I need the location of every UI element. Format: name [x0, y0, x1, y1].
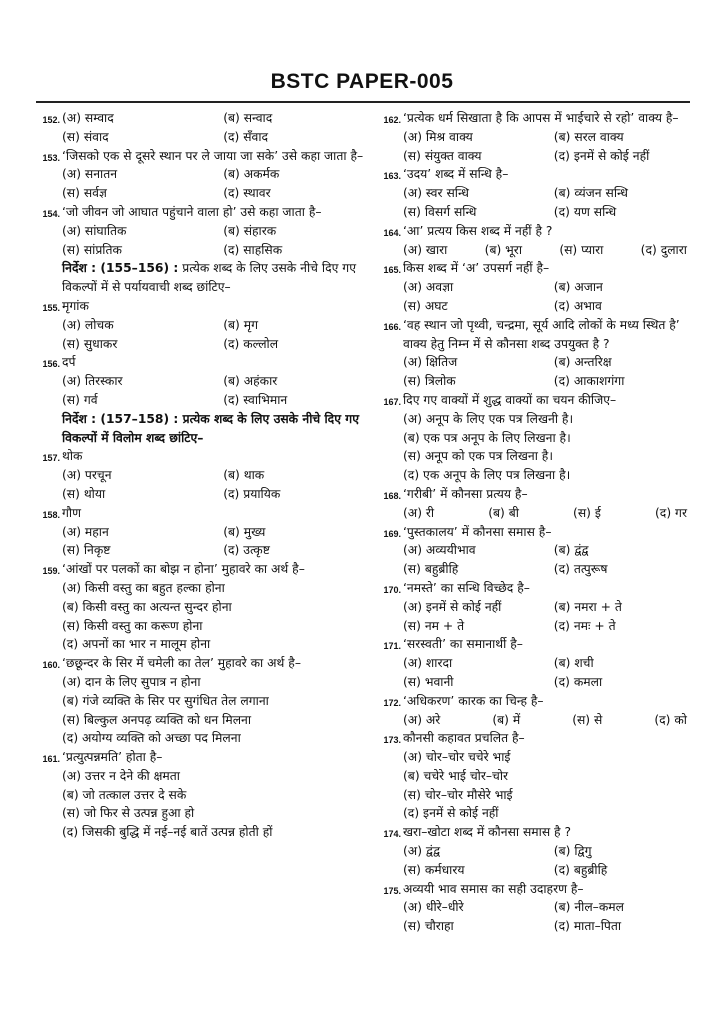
- option: (ब) चचेरे भाई चोर–चोर: [403, 768, 509, 783]
- question-number: 159.: [42, 566, 60, 577]
- left-column: [42, 109, 372, 842]
- question: [383, 485, 693, 523]
- question: [383, 165, 693, 221]
- question-text: ‘प्रत्येक धर्म सिखाता है कि आपस में भाईचारे से रहो’ वाक्य है–: [403, 111, 679, 125]
- option-row: [62, 466, 372, 485]
- option-row: [403, 898, 693, 917]
- option: (ब) किसी वस्तु का अत्यन्त सुन्दर होना: [62, 599, 232, 614]
- question-text: ‘पुस्तकालय’ में कौनसा समास है–: [403, 524, 552, 539]
- option: (अ) खारा: [403, 242, 448, 257]
- option-row: [403, 598, 693, 617]
- question-text: ‘उदय’ शब्द में सन्धि है–: [403, 167, 509, 182]
- option: (अ) इनमें से कोई नहीं: [403, 599, 502, 614]
- option-row: [62, 316, 372, 335]
- option: (स) सुधाकर: [62, 336, 118, 351]
- question-text: किस शब्द में ‘अ’ उपसर्ग नहीं है–: [403, 261, 550, 276]
- option: (ब) मुख्य: [223, 524, 266, 539]
- option: (ब) नमरा + ते: [553, 599, 622, 614]
- option-row: [62, 241, 372, 260]
- option: (स) चौराहा: [403, 919, 454, 934]
- option-row: [62, 165, 372, 184]
- option: (द) अभाव: [553, 298, 602, 313]
- question: [42, 109, 372, 147]
- option: (अ) मिश्र वाक्य: [403, 129, 473, 144]
- option: (ब) जो तत्काल उत्तर दे सके: [62, 787, 187, 802]
- option: (स) अघट: [403, 298, 448, 313]
- option: (स) संवाद: [62, 129, 109, 144]
- option: (स) नम + ते: [403, 618, 465, 633]
- option: (स) बहुब्रीहि: [403, 562, 459, 577]
- question-number: 154.: [42, 208, 60, 219]
- question-text: दर्प: [62, 355, 76, 370]
- option: (ब) अहंकार: [223, 374, 278, 389]
- question: [383, 729, 693, 823]
- option-row: [403, 297, 693, 316]
- page-title: BSTC PAPER-005: [270, 70, 454, 93]
- option: (ब) गंजे व्यक्ति के सिर पर सुगंधित तेल लगाना: [62, 693, 269, 708]
- question: [383, 222, 693, 260]
- option: (अ) द्वंद्व: [403, 844, 441, 859]
- question-number: 157.: [42, 453, 60, 464]
- option: (ब) एक पत्र अनूप के लिए लिखना है।: [403, 430, 571, 445]
- question-text: थोक: [62, 449, 83, 464]
- option: (द) आकाशगंगा: [553, 374, 625, 389]
- question: [42, 654, 372, 748]
- question-number: 172.: [383, 697, 401, 708]
- option-row: [62, 184, 372, 203]
- option: (ब) शची: [553, 656, 594, 671]
- option: (अ) क्षितिज: [403, 355, 458, 370]
- option: (अ) अवज्ञा: [403, 280, 454, 295]
- option-row: [403, 842, 693, 861]
- option: (स) भवानी: [403, 674, 454, 689]
- option: (द) माता–पिता: [553, 919, 622, 934]
- direction-text: निर्देश : (157–158) : प्रत्येक शब्द के लिए उसके नीचे दिए गए विकल्पों में विलोम शब्द छांटिए–: [62, 411, 359, 445]
- option-row: [62, 222, 372, 241]
- option: (ब) संहारक: [223, 223, 277, 238]
- option: (स) विसर्ग सन्धि: [403, 204, 477, 219]
- option: (स) चोर–चोर मौसेरे भाई: [403, 787, 513, 802]
- question-text: ‘सरस्वती’ का समानार्थी है–: [403, 637, 523, 652]
- option-row: [403, 654, 693, 673]
- question-number: 160.: [42, 660, 60, 671]
- option: (द) जिसकी बुद्धि में नई–नई बातें उत्पन्न होती हों: [62, 825, 273, 840]
- option-row: [62, 335, 372, 354]
- option: (अ) सनातन: [62, 167, 118, 182]
- option: (स) बिल्कुल अनपढ़ व्यक्ति को धन मिलना: [62, 712, 252, 727]
- option: (द) यण सन्धि: [553, 204, 617, 219]
- question-number: 175.: [383, 885, 401, 896]
- option: (द) कल्लोल: [223, 336, 279, 351]
- option-row: [403, 861, 693, 880]
- question: [383, 109, 693, 165]
- option: (द) नमः + ते: [553, 618, 616, 633]
- option-row: [403, 560, 693, 579]
- question: [383, 579, 693, 635]
- question-text: ‘प्रत्युत्पन्नमति’ होता है–: [62, 750, 163, 765]
- question-text: ‘आ’ प्रत्यय किस शब्द में नहीं है ?: [403, 223, 553, 238]
- option: (ब) नील–कमल: [553, 900, 624, 915]
- question-text: ‘जिसको एक से दूसरे स्थान पर ले जाया जा सके’ उसे कहा जाता है–: [62, 148, 364, 163]
- option: (स) त्रिलोक: [403, 374, 456, 389]
- option-row: [403, 184, 693, 203]
- question: [42, 504, 372, 560]
- option-row: [403, 147, 693, 166]
- question-text: ‘जो जीवन जो आघात पहुंचाने वाला हो’ उसे कहा जाता है–: [62, 204, 322, 219]
- option: (स) सर्वज्ञ: [62, 186, 107, 201]
- question-number: 174.: [383, 829, 401, 840]
- question: [383, 823, 693, 879]
- option: (ब) सन्वाद: [223, 111, 273, 125]
- option-row: [403, 203, 693, 222]
- option: (अ) लोचक: [62, 317, 114, 332]
- option: (अ) शारदा: [403, 656, 453, 671]
- option-row: [62, 485, 372, 504]
- option-row: [62, 372, 372, 391]
- option: (द) स्वाभिमान: [223, 392, 288, 407]
- direction-text: निर्देश : (155–156) : प्रत्येक शब्द के लिए उसके नीचे दिए गए विकल्पों में से पर्यायवाची शब्द छांटिए–: [62, 261, 357, 295]
- option-row: [403, 128, 693, 147]
- option: (ब) अकर्मक: [223, 167, 280, 182]
- option-row: [403, 917, 693, 936]
- option: (द) एक अनूप के लिए पत्र लिखना है।: [403, 468, 571, 483]
- option: (स) अनूप को एक पत्र लिखना है।: [403, 449, 553, 464]
- question: [42, 447, 372, 503]
- question: [383, 635, 693, 691]
- option: (द) दुलारा: [640, 242, 687, 257]
- option: (स) थोया: [62, 486, 106, 501]
- option: (ब) द्विगु: [553, 844, 592, 859]
- option-row: [62, 523, 372, 542]
- question-number: 152.: [42, 115, 60, 125]
- option: (अ) महान: [62, 524, 109, 539]
- option: (स) जो फिर से उत्पन्न हुआ हो: [62, 806, 195, 821]
- question: [383, 523, 693, 579]
- question: [42, 748, 372, 842]
- option: (ब) सरल वाक्य: [553, 129, 624, 144]
- question-number: 158.: [42, 509, 60, 520]
- option: (द) अपनों का भार न मालूम होना: [62, 637, 211, 652]
- option-row: [403, 541, 693, 560]
- question-text: मृगांक: [62, 298, 89, 313]
- question-number: 171.: [383, 641, 401, 652]
- question-number: 165.: [383, 265, 401, 276]
- question-number: 169.: [383, 528, 401, 539]
- option: (स) कर्मधारय: [403, 862, 465, 877]
- option: (द) अयोग्य व्यक्ति को अच्छा पद मिलना: [62, 731, 241, 746]
- option-row: [403, 241, 693, 260]
- option: (अ) सम्वाद: [62, 111, 114, 125]
- option-row: [403, 278, 693, 297]
- option: (ब) व्यंजन सन्धि: [553, 186, 628, 201]
- question-text: खरा–खोटा शब्द में कौनसा समास है ?: [403, 825, 572, 840]
- option-row: [62, 109, 372, 128]
- option: (द) गर: [655, 505, 687, 520]
- option: (अ) उत्तर न देने की क्षमता: [62, 768, 180, 783]
- question-number: 170.: [383, 584, 401, 595]
- option-row: [62, 541, 372, 560]
- option: (द) साहसिक: [223, 242, 283, 257]
- option-row: [403, 711, 693, 730]
- question-text: कौनसी कहावत प्रचलित है–: [403, 731, 525, 746]
- option: (ब) द्वंद्व: [553, 543, 589, 558]
- option: (द) इनमें से कोई नहीं: [553, 148, 650, 163]
- option: (अ) चोर–चोर चचेरे भाई: [403, 750, 511, 765]
- option: (द) तत्पुरूष: [553, 562, 608, 577]
- option: (अ) तिरस्कार: [62, 374, 123, 389]
- option: (द) स्थावर: [223, 186, 271, 201]
- option-row: [403, 353, 693, 372]
- question-text: गौण: [62, 505, 81, 520]
- option: (अ) परचून: [62, 468, 112, 483]
- option: (ब) मृग: [223, 317, 258, 332]
- option: (द) को: [654, 712, 687, 727]
- option-row: [403, 504, 693, 523]
- option: (ब) अजान: [553, 280, 603, 295]
- question: [42, 560, 372, 654]
- option: (स) प्यारा: [559, 242, 604, 257]
- option: (अ) स्वर सन्धि: [403, 186, 469, 201]
- option: (द) बहुब्रीहि: [553, 862, 608, 877]
- option: (स) से: [572, 712, 603, 727]
- option: (स) सांप्रतिक: [62, 242, 122, 257]
- option: (अ) सांघातिक: [62, 223, 127, 238]
- option: (द) उत्कृष्ट: [223, 543, 270, 558]
- question-number: 173.: [383, 735, 401, 746]
- question-number: 168.: [383, 490, 401, 501]
- option: (द) कमला: [553, 674, 603, 689]
- right-column: [383, 109, 693, 936]
- question-number: 156.: [42, 359, 60, 370]
- question-number: 163.: [383, 171, 401, 182]
- question-text: ‘वह स्थान जो पृथ्वी, चन्द्रमा, सूर्य आदि लोकों के मध्य स्थित है’ वाक्य हेतु निम्न में से कौनसा शब्द उपयुक्त है ?: [403, 317, 680, 351]
- option: (अ) धीरे–धीरे: [403, 900, 464, 915]
- option: (स) ई: [573, 505, 601, 520]
- question-number: 155.: [42, 302, 60, 313]
- question: [383, 391, 693, 485]
- option: (अ) अरे: [403, 712, 441, 727]
- option-row: [403, 617, 693, 636]
- question-text: ‘गरीबी’ में कौनसा प्रत्यय है–: [403, 486, 528, 501]
- question-text: ‘आंखों पर पलकों का बोझ न होना’ मुहावरे का अर्थ है–: [62, 562, 305, 577]
- option: (ब) बी: [488, 505, 519, 520]
- question: [383, 880, 693, 936]
- option-row: [62, 128, 372, 147]
- question-number: 166.: [383, 321, 401, 332]
- question: [42, 203, 372, 259]
- option: (स) किसी वस्तु का करूण होना: [62, 618, 203, 633]
- option: (अ) अव्ययीभाव: [403, 543, 476, 558]
- option-row: [403, 673, 693, 692]
- question: [42, 147, 372, 203]
- option: (ब) भूरा: [484, 242, 523, 257]
- question-text: अव्ययी भाव समास का सही उदाहरण है–: [403, 881, 584, 896]
- option: (अ) दान के लिए सुपात्र न होना: [62, 674, 201, 689]
- question: [383, 692, 693, 730]
- option: (अ) री: [403, 505, 435, 520]
- question-number: 164.: [383, 227, 401, 238]
- option: (अ) किसी वस्तु का बहुत हल्का होना: [62, 580, 225, 595]
- question: [383, 316, 693, 391]
- question-text: ‘छछून्दर के सिर में चमेली का तेल’ मुहावरे का अर्थ है–: [62, 656, 301, 671]
- option: (स) गर्व: [62, 392, 98, 407]
- question-number: 167.: [383, 396, 401, 407]
- option: (स) संयुक्त वाक्य: [403, 148, 482, 163]
- option-row: [62, 391, 372, 410]
- question-number: 162.: [383, 115, 401, 125]
- option: (स) निकृष्ट: [62, 543, 111, 558]
- question: [383, 259, 693, 315]
- option: (ब) थाक: [223, 468, 265, 483]
- question-number: 153.: [42, 152, 60, 163]
- option: (ब) अन्तरिक्ष: [553, 355, 612, 370]
- question-text: ‘अधिकरण’ कारक का चिन्ह है–: [403, 693, 544, 708]
- direction-label: निर्देश : (155–156) :: [62, 261, 179, 276]
- question: [42, 297, 372, 353]
- question-text: दिए गए वाक्यों में शुद्ध वाक्यों का चयन कीजिए–: [403, 392, 617, 407]
- option: (द) प्रयायिक: [223, 486, 281, 501]
- question-number: 161.: [42, 754, 60, 765]
- option: (द) सँवाद: [223, 129, 269, 144]
- question: [42, 353, 372, 409]
- option-row: [403, 372, 693, 391]
- question-text: ‘नमस्ते’ का सन्धि विच्छेद है–: [403, 580, 530, 595]
- option: (द) इनमें से कोई नहीं: [403, 806, 499, 821]
- option: (अ) अनूप के लिए एक पत्र लिखनी है।: [403, 411, 574, 426]
- title-divider: [36, 101, 690, 103]
- option: (ब) में: [492, 712, 521, 727]
